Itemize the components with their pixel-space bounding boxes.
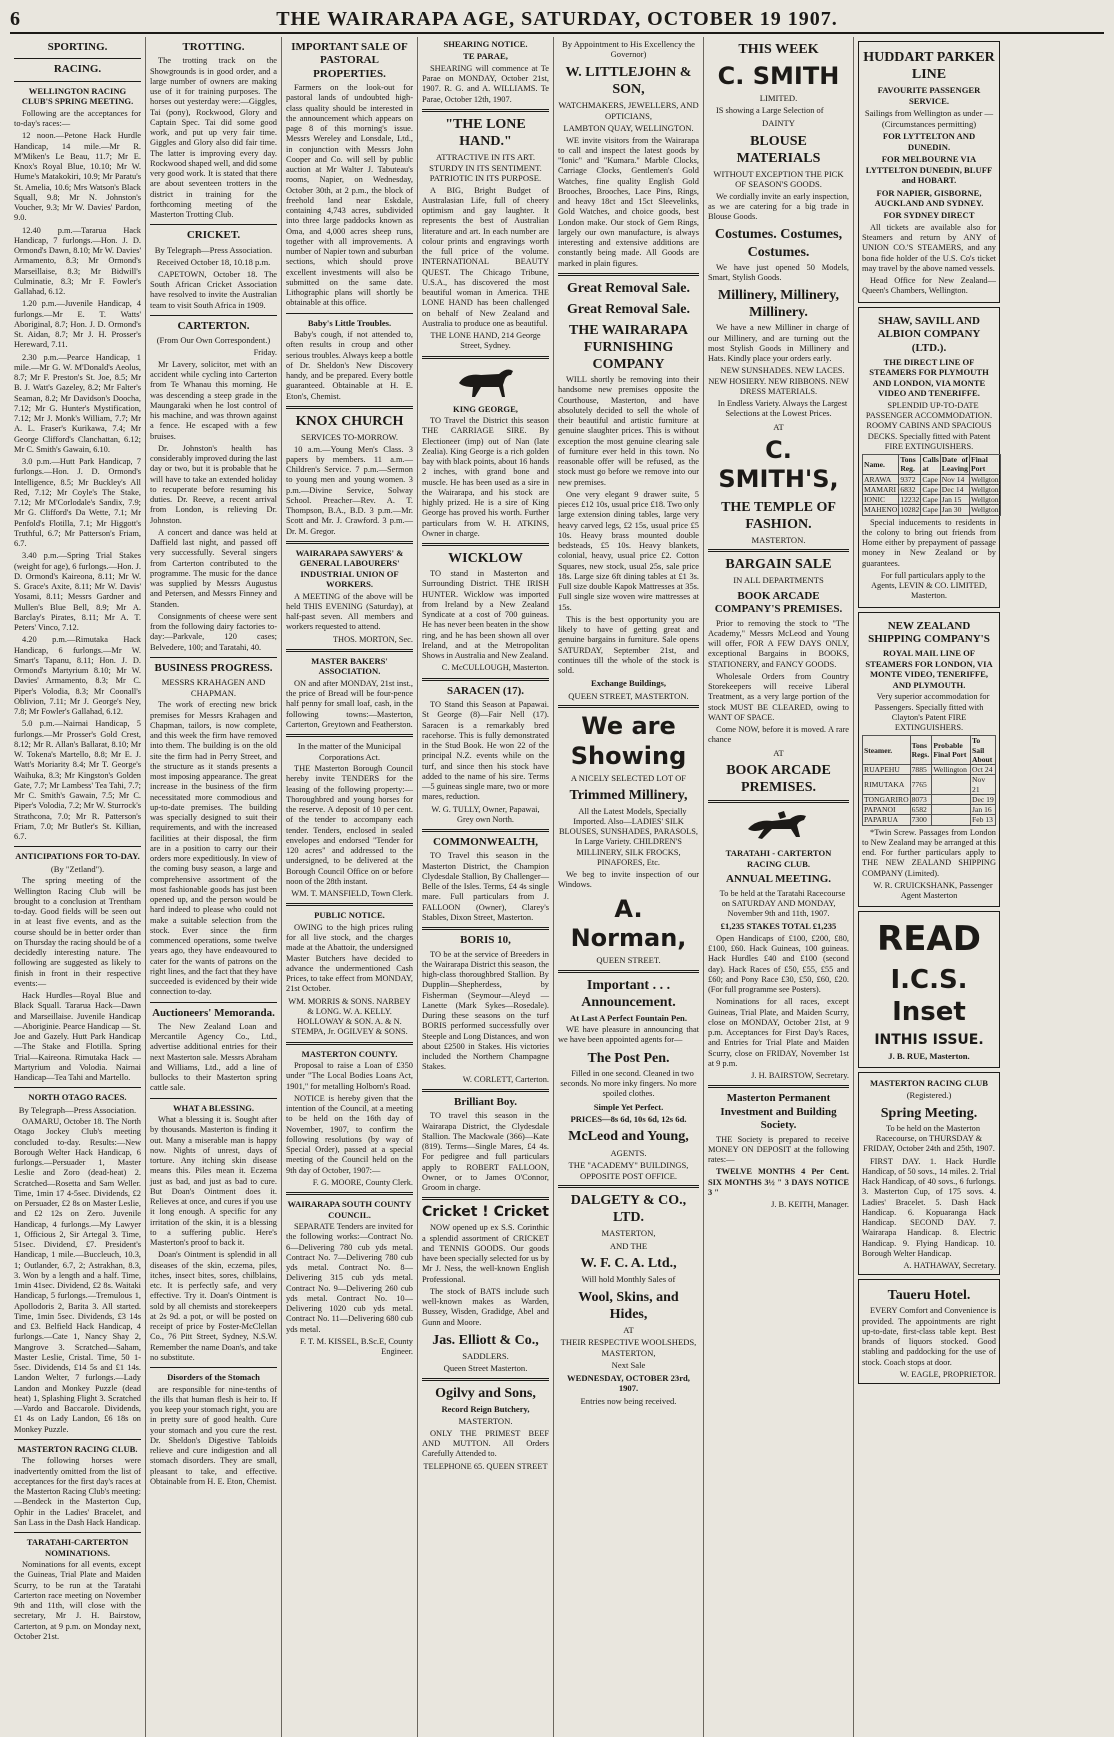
article-text: Mr Lavery, solicitor, met with an accident while cycling into Carterton from Te Whanau this morning. He was descending a steep grade in the Maungaraki when he lost control of his machine, and was thrown against a fence. He escaped with a few bruises. <box>150 359 277 441</box>
advert-text: WE invite visitors from the Wairarapa to call and inspect the latest goods by "Ionic" and "Kumara." Marble Clocks, Carriage Clocks, Gentlemen's Gold Watches, fine quality English Gold Brooches, Brooches, Lace Pins, Rings, and heavy 18ct and 15ct Sleevelinks, Gold Watches, and choice goods, best London make. Our stock of Gem Rings, largely our own manufacture, is always interesting and extensive additions are constantly being made. All Goods are marked in plain figures. <box>558 135 699 268</box>
advert-text: IS showing a Large Selection of <box>716 105 824 115</box>
signature: WM. T. MANSFIELD, Town Clerk. <box>291 889 413 899</box>
advert-text: We beg to invite inspection of our Windows. <box>558 870 699 890</box>
subheading: A NICELY SELECTED LOT OF <box>570 772 687 783</box>
subheading: AGENTS. <box>610 1147 647 1158</box>
advert-heading: NEW ZEALAND SHIPPING COMPANY'S <box>868 619 990 646</box>
table-header: Probable Final Port <box>932 736 971 765</box>
table-header: Tons Reg. <box>899 455 921 475</box>
table-cell: Dec 14 <box>940 484 969 494</box>
column-3 <box>282 37 418 1737</box>
advert-text: WITHOUT EXCEPTION THE PICK OF SEASON'S GOODS. <box>713 168 844 190</box>
shaw-savill-advert <box>858 307 1000 608</box>
advert-heading: We are Showing <box>570 712 687 770</box>
huddart-parker-advert <box>858 41 1000 303</box>
advert-heading: MASTERTON RACING CLUB <box>870 1077 988 1088</box>
advert-text: Prior to removing the stock to "The Academy," Messrs McLeod and Young will offer, FOR A FEW DAYS ONLY, exceptional Bargains in BOOKS, STATIONERY, and FANCY GOODS. <box>708 618 849 669</box>
table-cell: 6582 <box>910 805 932 815</box>
advert-heading: SHAW, SAVILL AND ALBION COMPANY (LTD.). <box>877 314 981 354</box>
advert-text: Come NOW, before it is moved. A rare chance <box>708 725 849 745</box>
signature: THOS. MORTON, Sec. <box>332 634 413 644</box>
article-heading: Auctioneers' Memoranda. <box>152 1006 275 1019</box>
address: Queen Street Masterton. <box>443 1363 528 1374</box>
advert-heading: WAIRARAPA SOUTH COUNTY COUNCIL. <box>287 1199 412 1220</box>
advert-heading: C. SMITH <box>717 62 840 91</box>
advert-text: The stock of BATS include such well-known makes as Warden, Bussey, Wisden, Gradidge, Abel and Gunn and Moore. <box>422 1286 549 1327</box>
advert-heading: WICKLOW <box>448 551 523 567</box>
table-cell: Cape <box>921 505 940 515</box>
route-heading: FOR NAPIER, GISBORNE, AUCKLAND AND SYDNEY. <box>874 187 984 208</box>
subheading: ATTRACTIVE IN ITS ART. STURDY IN ITS SENTIMENT. PATRIOTIC IN ITS PURPOSE. <box>429 152 542 184</box>
advert-heading: BORIS 10, <box>460 934 511 947</box>
article-text: 12 noon.—Petone Hack Hurdle Handicap, 14 mile.—Mr R. M'Miken's Le Beau, 11.7; Mr E. Knox's Royal Blue, 10.10; Mr W. Hume's Matakokiri, 10.9; Mr Paratu's St. Amelia, 10.6; Mrs Watson's Black Squall, 9.8; Mr N. Johnston's Voucher, 9.3; Mr W. Davies' Pardon, 9.0. <box>14 131 141 223</box>
table-row <box>863 794 996 804</box>
advert-text: To be held at the Taratahi Racecourse on SATURDAY AND MONDAY, November 9th and 11th, 1907. <box>719 888 846 919</box>
table-row <box>863 474 1001 484</box>
advert-text: All the Latest Models, Specially Imported. Also—LADIES' SILK BLOUSES, SUNSHADES, PARASOLS, In Large Variety. CHILDREN'S MILLINERY, SILK FROCKS, PINAFORES, Etc. <box>558 806 699 867</box>
dateline: Received October 18, 10.18 p.m. <box>156 257 271 268</box>
advert-heading: BOOK ARCADE PREMISES. <box>726 763 831 796</box>
dateline: Friday. <box>253 347 277 357</box>
advert-heading: W. F. C. A. Ltd., <box>580 1256 677 1272</box>
advert-text: Entries now being received. <box>580 1395 677 1406</box>
column-7 <box>854 37 1004 1737</box>
signature: THE LONE HAND, 214 George Street, Sydney. <box>430 331 541 351</box>
article-text: Dr. Johnston's health has considerably improved during the last day or two, but it is probable that he will have to take an extended holiday to recuperate before resuming his duties. Dr. Reeve, a recent arrival from London, is relieving Dr. Johnston. <box>150 443 277 525</box>
table-cell: TONGARIRO <box>864 794 909 804</box>
route-heading: FOR SYDNEY DIRECT <box>883 210 975 221</box>
address: THE "ACADEMY" BUILDINGS, OPPOSITE POST OFFICE. <box>568 1160 689 1181</box>
rates: TWELVE MONTHS 4 Per Cent. SIX MONTHS 3½ " 3 DAYS NOTICE 3 " <box>708 1167 849 1197</box>
advert-text: To be held on the Masterton Racecourse, on THURSDAY & FRIDAY, October 24th and 25th, 1907. <box>863 1123 995 1154</box>
table-row <box>863 505 1001 515</box>
column-5 <box>554 37 704 1737</box>
advert-heading: Millinery, Millinery, Millinery. <box>718 288 839 321</box>
advert-heading: THE WAIRARAPA FURNISHING COMPANY <box>569 322 688 373</box>
meeting-title: WELLINGTON RACING CLUB'S SPRING MEETING. <box>21 85 134 107</box>
subheading: Simple Yet Perfect. <box>593 1101 664 1112</box>
address: MASTERTON. <box>751 534 806 545</box>
advert-text: SPLENDID UP-TO-DATE PASSENGER ACCOMMODATION. ROOMY CABINS AND SPACIOUS DECKS. Specially fitted with Patent FIRE EXTINGUISHERS. <box>865 400 993 451</box>
sailing-table <box>862 735 996 825</box>
signature: J. H. BAIRSTOW, Secretary. <box>751 1071 849 1081</box>
subheading: IN ALL DEPARTMENTS <box>733 575 824 586</box>
table-row <box>863 815 996 825</box>
article-text: Nominations for all events, except the Guineas, Trial Plate and Maiden Scurry, to be run at the Taratahi Carterton race meeting on November 9th and 11th, will close with the secretary, Mr J. H. Bairstow, Carterton, at 9 p.m. on Monday next, October 21st. <box>14 1560 141 1641</box>
table-cell: Wellgton <box>970 495 999 505</box>
article-text: Consignments of cheese were sent from the following dairy factories to-day:—Parkvale, 120 cases; Belvedere, 100; and Taratahi, 40. <box>150 611 277 652</box>
signature: W. CORLETT, Carterton. <box>462 1074 549 1084</box>
advert-text: TO stand in Masterton and Surrounding District. THE IRISH HUNTER. Wicklow was imported from Ireland by a New Zealand Syndicate at a cost of 700 guineas. He has never been beaten in the show ring, and he has been shown all over Ireland, and at the Metropolitan Shows in Australia and New Zealand. <box>422 569 549 661</box>
table-cell: 10282 <box>900 505 920 515</box>
advert-heading: THIS WEEK <box>738 42 819 57</box>
advert-heading: Important . . . Announcement. <box>581 977 676 1010</box>
subheading-racing: RACING. <box>53 63 102 76</box>
table-cell: Wellington <box>932 765 971 775</box>
horse-illustration <box>451 363 521 401</box>
subheading: DAINTY <box>762 118 795 129</box>
table-header: Steamer. <box>863 736 911 765</box>
signature: J. B. RUE, Masterton. <box>888 1051 970 1062</box>
table-cell <box>932 794 971 804</box>
address: QUEEN STREET, MASTERTON. <box>568 690 689 701</box>
sailing-table <box>862 454 1001 516</box>
subheading: TE PARAE, <box>463 51 508 62</box>
advert-heading: MASTERTON COUNTY. <box>301 1048 398 1059</box>
table-cell: Cape <box>921 484 940 494</box>
advert-heading: Baby's Little Troubles. <box>307 317 392 328</box>
table-cell: 8073 <box>910 794 932 804</box>
columns <box>10 37 1104 1737</box>
advert-heading: READ <box>877 919 981 960</box>
advert-text: THE Society is prepared to receive MONEY ON DEPOSIT at the following rates:— <box>708 1134 849 1164</box>
article-text: 3.40 p.m.—Spring Trial Stakes (weight for age), 6 furlongs.—Hon. J. D. Ormond's Kaireona, 8.11; Mr W. S. Grace's Axite, 8.11; Mr W. Davis' Yosami, 8.11; Messrs Gardner and Mullen's Blue Bell, 8.9; Mr A. Barclay's Pirates, 8.11; Mr A. T. Peters' Vinco, 7.12. <box>14 551 141 633</box>
article-heading: BUSINESS PROGRESS. <box>154 661 273 674</box>
table-cell <box>932 805 971 815</box>
address: Exchange Buildings, <box>591 678 666 689</box>
article-text: A concert and dance was held at Daffield last night, and passed off very successfully. Several singers from Carterton contributed to the programme. The music for the dance was supplied by Messrs Augustus and Petersen, and Messrs Finney and Standen. <box>150 527 277 609</box>
signature: F. T. M. KISSEL, B.Sc.E, County Engineer. <box>299 1336 413 1357</box>
table-cell <box>932 775 971 795</box>
signature: W. EAGLE, PROPRIETOR. <box>899 1369 996 1379</box>
article-text: CAPETOWN, October 18. The South African Cricket Association have resolved to invite the Australian team to visit South Africa in 1909. <box>150 269 277 310</box>
conjunction: AT <box>773 421 784 432</box>
advert-text: A BIG, Bright Budget of Australasian Life, full of cheery optimism and gay laughter. It represents the best of Australian literature and art. In each number are colour prints and engravings worth the full price of the volume. INTERNATIONAL BEAUTY QUEST. The Chicago Tribune, U.S.A., has discovered the most beautiful woman in America. THE LONE HAND has been challenged on behalf of New Zealand and Australia to produce one as beautiful. <box>422 185 549 328</box>
advert-text: NOW opened up ex S.S. Corinthic a splendid assortment of CRICKET and TENNIS GOODS. Our goods have been specially selected for us by Mr J. Ness, the well-known English Professional. <box>422 1223 549 1284</box>
table-cell: Wellgton <box>970 484 999 494</box>
table-row <box>863 805 996 815</box>
article-heading: MASTERTON RACING CLUB. <box>17 1443 138 1454</box>
advert-text: Special inducements to residents in the colony to bring out friends from Home either by prepayment of passage money in New Zealand or by guarantees. <box>862 517 996 568</box>
table-row <box>863 765 996 775</box>
advert-heading: A. Norman, <box>570 894 687 952</box>
advert-text: A MEETING of the above will be held THIS EVENING (Saturday), at half-past seven. All members and workers requested to attend. <box>286 591 413 632</box>
advert-heading: BARGAIN SALE <box>725 557 832 573</box>
subheading: Record Reign Butchery, <box>441 1403 530 1414</box>
advert-heading: I.C.S. Inset <box>890 964 968 1027</box>
signature: W. G. TULLY, Owner, Papawai, Grey own North. <box>431 804 540 824</box>
advert-text: Very superior accommodation for Passengers. Specially fitted with Clayton's Patent FIRE EXTINGUISHERS. <box>874 692 990 733</box>
newspaper-title: THE WAIRARAPA AGE, SATURDAY, OCTOBER 19 1907. <box>276 8 838 30</box>
advert-heading: C. SMITH'S, <box>718 435 839 494</box>
signature: C. McCULLOUGH, Masterton. <box>441 663 549 673</box>
advert-text: We cordially invite an early inspection, as we are catering for a big trade in Blouse Goods. <box>708 191 849 222</box>
byline: By Telegraph—Press Association. <box>154 244 273 255</box>
advert-heading: Jas. Elliott & Co., <box>432 1332 539 1348</box>
advert-heading: KNOX CHURCH <box>295 413 404 429</box>
advert-heading: Disorders of the Stomach <box>167 1372 260 1383</box>
article-heading: TARATAHI-CARTERTON NOMINATIONS. <box>26 1537 129 1558</box>
advert-text: FIRST DAY. 1. Hack Hurdle Handicap, of 50 sovs., 14 miles. 2. Trial Hack Handicap, of 40 sovs., 6 furlongs. 3. Masterton Cup, of 175 sovs. 4. Ladies' Bracelet. 5. Dash Hack Handicap. 6. Kopuaranga Hack Handicap. SECOND DAY. 7. Wairarapa Handicap. 8. Electric Handicap. 9. Flying Handicap. 10. Borough Welter Handicap. <box>862 1156 996 1258</box>
byline: By Telegraph—Press Association. <box>18 1104 137 1115</box>
article-text: 2.30 p.m.—Pearce Handicap, 1 mile.—Mr G. W. M'Donald's Aeolus, 8.7; Mr F. Preston's St. Joe, 8.5; Mr B. J. Watt's Gazeley, 8.2; Mr Falter's Seaman, 8.2; Mr Davidson's Doocha, 7.12; Mr G. Hunter's Mystification, 7.12; Mr J. Monk's William, 7.7; Mr A. L. Fraser's Kurikawa, 7.4; Mr George Clifford's Clanchattan, 6.12; Mr C. Smith's Gawain, 6.10. <box>14 352 141 454</box>
table-header: Calls at <box>922 455 939 474</box>
advert-text: TO Travel the District this season THE CARRIAGE SIRE. By Electioneer (imp) out of Nan (late Zealia). King George is a rich golden bay with black points, about 16 hands 2 inches, with grand bone and muscle. He has been used as a sire in the Wairarapa, and his stock are highly prized. He is a sire of King George has proved his worth. Further particulars from W. H. ATKINS, Owner in charge. <box>422 416 549 538</box>
conjunction: AND THE <box>609 1240 648 1251</box>
phone: TELEPHONE 65. QUEEN STREET <box>423 1461 548 1471</box>
subheading: SADDLERS. <box>462 1350 509 1361</box>
advert-heading: BLOUSE MATERIALS <box>736 133 821 166</box>
advert-text: Filled in one second. Cleaned in two seconds. No more inky fingers. No more spoiled clothes. <box>560 1068 697 1099</box>
advert-text: NOTICE is hereby given that the intention of the Council, at a meeting to be held on the 16th day of November, 1907, to confirm the following resolutions (by way of Special Order), passed at a special meeting of the Council held on the 9th day of October, 1907:— <box>286 1093 413 1175</box>
table-cell: Cape <box>921 495 940 505</box>
article-text: 3.0 p.m.—Hutt Park Handicap, 7 furlongs.—Hon. J. D. Ormond's Intelligence, 8.5; Mr Buckley's All Red, 7.12; Mr Coyle's The Stake, 7.12; Mr M'Corlodale's Sandix, 7.9; Mr G. Clifford's Da Wette, 7.1; Mr Penfold's Flotilla, 7.1; Mr Higgott's Truthful, 6.7; Mr Patterson's Friam, 6.7. <box>14 457 141 549</box>
article-heading: IMPORTANT SALE OF PASTORAL PROPERTIES. <box>291 41 408 80</box>
advert-text: Doan's Ointment is splendid in all diseases of the skin, eczema, piles, itches, insect bites, sores, chilblains, etc. It is perfectly safe, and very effective. Try it. Doan's Ointment is sold by all chemists and storekeepers at 2s 9d. a pot, or will be posted on receipt of price by Foster-McClellan Co., 76 Pitt Street, Sydney, N.S.W. Remember the name Doan's, and take no substitute. <box>150 1250 277 1362</box>
advert-heading: McLeod and Young, <box>568 1129 689 1145</box>
table-header: Date of Leaving <box>941 455 968 474</box>
advert-heading: The Post Pen. <box>587 1050 670 1066</box>
advert-heading: Brilliant Boy. <box>454 1095 517 1108</box>
advert-heading: Great Removal Sale. <box>567 301 690 317</box>
advert-heading: INTHIS ISSUE. <box>874 1032 984 1049</box>
advert-text: One very elegant 9 drawer suite, 5 pieces £12 10s, usual price £18. Two only large extension dining tables, large very heavy carved legs, £2 15s, usual price £5 10s. Heavy brass mounted double bedsteads, £5 10s. Heavy blankets, colonial, heavy, usual price £2. Cotton Squares, new stock, usual 25s, sale price 18s. Large size 6ft dining tables at £1 3s. Full size double Kapok Mattresses at 35s. Full single size woven wire mattresses at 15s. <box>558 489 699 612</box>
table-cell: RIMUTAKA <box>863 775 911 795</box>
advert-heading: Taueru Hotel. <box>887 1288 971 1304</box>
route-heading: FOR MELBOURNE VIA LYTTELTON DUNEDIN, BLUFF and HOBART. <box>865 154 993 186</box>
article-text: OAMARU, October 18. The North Otago Jockey Club's meeting concluded to-day. Results:—New Borough Welter Hack Handicap, 6 furlongs.—Persuader 1, Master Leslie and Zoro (dead-heat) 2. Scratched—Rosetta and Sam Weller. Time, 1min 17 4-5sec. Dividends, £2 on Persuader, £2 8s on Master Leslie, and £2 12s on Zero. Juvenile Handicap, 4 furlongs.—My Lawyer 1, Officious 2, Sir Artegal 3. Time, 51sec. Dividend, £7. President's Handicap, 1 mile.—Buccleuch, 10.3, 1; Outlander, 6.7, 2; Astrakhan, 8.3, 3. Won by a length and a half. Time, 1min 41sec. Dividend, £2 8s. Waitaki Handicap, 5 furlongs.—Tremulous 1, Apollodoris 2, Barita 3. All started. Time, 1min 5sec. Dividends, £3 14s and £3. Belfield Hack Handicap, 4 furlongs.—Cate 1, Nancy Shay 2, Mangrove 3. Scratched—Saham, Master Leslie, Cristal. Time, 50 1-5sec. Dividends, £14 5s and £1 14s. Landon Welter, 7 furlongs.—Lady Landon and Monkey Puzzle (dead heat) 1, Splashing Flight 3. Scratched—Vardo and Baccarole. Dividends, £1 4s on Lady Landon, £6 18s on Monkey Puzzle. <box>14 1117 141 1434</box>
table-header: Final Port <box>969 455 1000 475</box>
advert-text: WILL shortly be removing into their handsome new premises opposite the Courthouse, Masterton, and have absolutely decided to sell the whole of their beautiful and artistic furniture at genuine slaughter prices. This is without exception the most genuine clearing sale of furniture ever held in this town. No reasonable offer will be refused, as the stock must go before we remove into our new premises. <box>558 375 699 487</box>
advert-heading: BOOK ARCADE COMPANY'S PREMISES. <box>714 589 843 616</box>
subheading: MESSRS KRAHAGEN AND CHAPMAN. <box>161 677 266 698</box>
table-cell: Wellgton <box>970 474 999 484</box>
advert-heading: W. LITTLEJOHN & SON, <box>565 64 692 98</box>
article-text: Farmers on the look-out for pastoral lands of undoubted high-class quality should be interested in the announcement which appears on page 8 of this morning's issue. Messrs Wereley and Lonsdale, Ltd., in conjunction with Messrs John Cooper and Co. will sell by public auction at Mr Walter J. Tabuteau's rooms, Napier, on Wednesday, October 30th, at 2 p.m., the block of freehold land near Eskdale, containing 4,743 acres, subdivided into three large paddocks known as Oma, and 4,000 acres sheep runs, together with all improvements. A number of Napier town and suburban sections, which should prove excellent investments will also be submitted on the same date. Lithographic plans will shortly be obtainable at this office. <box>286 83 413 308</box>
article-text: 4.20 p.m.—Rimutaka Hack Handicap, 6 furlongs.—Mr W. Smart's Tapanu, 8.11; Hon. J. D. Ormond's Martyrium 8.10; Mr W. Davies' Armamento, 8.3; Mr C. Piper's Volodia, 8.3; Mr Coonall's Oblivion, 7.11; Mr J. George's Ney, 7.8; Mr Fowler's Gallahad, 6.12. <box>14 635 141 717</box>
byline: (By "Zetland"). <box>50 863 105 874</box>
racehorse-illustration <box>744 807 814 845</box>
subheading: (Registered.) <box>906 1090 952 1101</box>
table-cell: MAHENO <box>864 505 898 515</box>
advert-text: Baby's cough, if not attended to, often results in croup and other serious troubles. Always keep a bottle of Dr. Sheldon's New Discovery handy, and be prepared. Every bottle guaranteed. Obtainable at H. E. Eton's, Chemist. <box>286 330 413 401</box>
table-cell: Jan 15 <box>940 495 969 505</box>
advert-text: Wholesale Orders from Country Storekeepers will receive Liberal Treatment, as a very large portion of the stock MUST BE CLEARED, owing to WANT OF SPACE. <box>708 671 849 722</box>
table-row <box>863 495 1001 505</box>
article-text: 1.20 p.m.—Juvenile Handicap, 4 furlongs.—Mr E. T. Watts' Aboriginal, 8.7; Hon. J. D. Ormond's St. Aidan, 8.7; Mr J. H. Prosser's Hereward, 7.11. <box>14 299 141 350</box>
signature: WM. MORRIS & SONS. NARBEY & LONG. W. A. KELLY. HOLLOWAY & SON. A. & N. STEMPA, Jr. OGILVEY & SONS. <box>288 996 411 1037</box>
advert-heading: Costumes. Costumes, Costumes. <box>714 227 843 260</box>
table-cell: PAPARUA <box>863 815 911 825</box>
article-text: The trotting track on the Showgrounds is in good order, and a large number of owners are making use of it for training purposes. The horses out yesterday were:—Giggles, Tai (pony), Rockwood, Glory and Captain Spec. Tai did some good work, and put up very fair time. Giggles and Glory also did fair time. The latter is improving every day. Rockwood shaped well, and did some very good work. It is stated that there are about seventeen trotters in the district in training for the forthcoming meeting of the Masterton Trotting Club. <box>150 56 277 220</box>
advert-heading: SARACEN (17). <box>447 684 524 697</box>
article-text: 12.40 p.m.—Tararua Hack Handicap, 7 furlongs.—Hon. J. D. Ormond's Dawn, 8.10; Mr W. Davies' Armamento, 8.3; Mr Ormond's Marseillaise, 8.3; Mr Bidwill's Culminatie, 8.3; Mr F. Fowler's Gallahad, 6.12. <box>14 225 141 297</box>
nz-shipping-advert <box>858 612 1000 908</box>
advert-heading: HUDDART PARKER LINE <box>863 50 995 83</box>
article-text: 5.0 p.m.—Nairnai Handicap, 5 furlongs.—Mr Prosser's Gold Crest, 8.12; Mr R. Allan's Ballarat, 8.10; Mr W. Tokena's Martello, 8.8; Mr E. J. Watt's Moriarity 8.4; Mr T. George's Waihuka, 8.3; Mr Kingston's Golden Gate, 7.7; Mr Lambess' Tea Tahi, 7.7; Mr C. Smith's Gawain, 7.5; Mr C. Piper's Volodia, 7.2; Mr W. Sturrock's Strathcona, 7.0; Mr R. Patterson's Friam, 7.0; Mr Butler's St. Killian, 6.7. <box>14 719 141 842</box>
advert-text: OWING to the high prices ruling for all live stock, and the charges made at the Abattoir, the undersigned Master Butchers have decided to advance the undermentioned Cash Prices, to take effect from MONDAY, 21st October. <box>286 922 413 994</box>
advert-text: Head Office for New Zealand—Queen's Chambers, Wellington. <box>862 276 996 296</box>
subheading: THE DIRECT LINE OF STEAMERS FOR PLYMOUTH AND LONDON, VIA MONTE VIDEO AND TENERIFFE. <box>869 356 989 399</box>
price-list: PRICES—8s 6d, 10s 6d, 12s 6d. <box>570 1114 687 1124</box>
taueru-hotel-advert <box>858 1279 1000 1384</box>
byline: (From Our Own Correspondent.) <box>156 335 271 346</box>
advert-text: TO Travel this season in the Masterton District, the Champion Clydesdale Stallion, By Challenger—Belle of the Isles. Terms, £4 4s single mare. Full particulars from J. FALLOON (Owner), Clarey's Stables, Dixon Street, Masterton. <box>422 851 549 922</box>
table-cell: Cape <box>921 474 940 484</box>
advert-text: THE Masterton Borough Council hereby invite TENDERS for the leasing of the following property:—Thoroughbred and young horses for the reserve. A deposit of 10 per cent. of the tender to accompany each tender. Tenders, enclosed in sealed envelopes and endorsed "Tender for 120 acres" and addressed to the undersigned, to be delivered at the Borough Council Office on or before noon of the 28th instant. <box>286 764 413 886</box>
table-header: Name. <box>863 455 899 475</box>
table-cell: MAMARI <box>863 484 899 494</box>
subheading: LIMITED. <box>759 93 798 104</box>
advert-text: All tickets are available also for Steamers and return by ANY of UNION CO.'S STEAMERS, and any bona fide holder of the U.S. Co's ticket may travel by the above named vessels. <box>862 222 996 273</box>
article-heading: ANTICIPATIONS FOR TO-DAY. <box>15 851 140 862</box>
table-row <box>863 775 996 795</box>
address: MASTERTON, <box>601 1228 656 1239</box>
advert-text: SHEARING will commence at Te Parae on MONDAY, October 21st, 1907. R. G. and A. WILLIAMS. Te Parae, October 12th, 1907. <box>422 63 549 104</box>
table-cell: Oct 24 <box>971 765 996 775</box>
advert-heading: TARATAHI - CARTERTON RACING CLUB. <box>725 848 832 869</box>
article-text: The work of erecting new brick premises for Messrs Krahagen and Chapman, tailors, is now complete, and this week the firm have removed into them. The building is on the old site the firm had in Perry Street, and the structure as it stands presents a most imposing appearance. The great increase in the business of the firm necessitated more commodious and up-to-date premises. The building was specially designed to suit their requirements, and with the increased facilities at their disposal, the firm are in a position to carry our their orders more expeditiously. In view of the coming busy season, a large and comprehensive assortment of the most fashionable goods has just been opened up, and the person would be hard indeed to please who could not make a suitable selection from the stock. Ever since the firm commenced operations, some twelve years ago, they have endeavoured to cater for the wants of patrons on the right lines, and the fact that they have succeeded is evidenced by their wide connection to-day. <box>150 700 277 997</box>
advert-text: W. R. CRUICKSHANK, Passenger Agent Masterton <box>873 880 993 901</box>
advert-heading: "THE LONE HAND." <box>445 116 526 150</box>
table-cell: 7300 <box>910 815 932 825</box>
table-header-row <box>863 736 996 765</box>
advert-text: Next Sale <box>611 1360 646 1371</box>
table-cell: 12232 <box>900 495 920 505</box>
column-4 <box>418 37 554 1737</box>
article-heading: TROTTING. <box>182 41 245 53</box>
table-cell: PAPANOI <box>863 805 911 815</box>
advert-heading: In the matter of the Municipal Corporations Act. <box>297 741 402 762</box>
advert-text: Proposal to raise a Loan of £350 under "The Local Bodies Loans Act, 1901," for metalling Holborn's Road. <box>286 1061 413 1091</box>
subheading: SERVICES TO-MORROW. <box>300 432 399 443</box>
advert-heading: Ogilvy and Sons, <box>435 1385 536 1401</box>
advert-heading: Trimmed Millinery, <box>569 788 688 804</box>
advert-text: What a blessing it is. Sought after by thousands. Masterton is finding it out. Many a miserable man is happy now. Nights of unrest, days of torture. Any itching skin disease means this. Piles mean it. Eczema just as bad, and just as bad to cure. But Doan's Ointment does it. Relieves at once, and cures if you use it long enough. A specific for any irritation of the skin, it is a blessing to a suffering public. Here's Masterton's proof to back it. <box>150 1115 277 1248</box>
advert-heading: COMMONWEALTH, <box>432 836 538 849</box>
advert-heading: SHEARING NOTICE. <box>443 39 528 49</box>
advert-heading: Cricket ! Cricket <box>422 1204 549 1221</box>
advert-heading: WHAT A BLESSING. <box>172 1102 255 1113</box>
conjunction: AT <box>773 747 784 758</box>
advert-text: TO travel this season in the Wairarapa District, the Clydesdale Stallion. The Mackwale (366)—Kate (819). Terms—Single Mares, £4 4s. For pedigree and full particulars apply to ROBERT FALLOON, Owner, or to James O'Connor, Groom in charge. <box>422 1111 549 1193</box>
table-cell: Nov 14 <box>940 474 969 484</box>
ics-advert <box>858 911 1000 1067</box>
stakes-total: £1,235 STAKES TOTAL £1,235 <box>720 921 837 932</box>
advert-text: Open Handicaps of £100, £200, £80, £100, £60. Hack Guineas, 100 guineas. Hack Hurdles £40 and £100 (second day). Hack Races of £50, £55, £55 and £60; and Pony Race £30, £50, £60, £20. (For full programme see Posters). <box>708 933 849 995</box>
conjunction: AT <box>623 1324 634 1335</box>
table-header-row <box>863 455 1001 475</box>
masthead <box>10 8 1104 34</box>
table-row <box>863 484 1001 494</box>
route-heading: FOR LYTTELTON AND DUNEDIN. <box>882 131 976 152</box>
advert-heading: MASTER BAKERS' ASSOCIATION. <box>311 655 388 677</box>
article-text: Following are the acceptances for to-day's races:— <box>14 108 141 129</box>
article-heading: NORTH OTAGO RACES. <box>28 1092 127 1103</box>
masterton-racing-advert <box>858 1072 1000 1276</box>
table-cell: Jan 16 <box>971 805 996 815</box>
sale-date: WEDNESDAY, OCTOBER 23rd, 1907. <box>567 1372 690 1394</box>
table-cell: Wellgton <box>970 505 999 515</box>
table-cell: Nov 21 <box>971 775 996 795</box>
subheading: At Last A Perfect Fountain Pen. <box>570 1012 687 1023</box>
column-1 <box>10 37 146 1737</box>
advert-text: THEIR RESPECTIVE WOOLSHEDS, MASTERTON, <box>560 1337 697 1358</box>
advert-text: are responsible for nine-tenths of the ills that human flesh is heir to. If you keep your stomach right, you are in pretty sure of good health. Cure your stomach and you cure the rest. Dr. Sheldon's Digestive Tabloids relieve and cure indigestion and all stomach disorders. They are small, pleasant to take, and effective. Obtainable from H. E. Eton, Chemist. <box>150 1384 277 1486</box>
address: LAMBTON QUAY, WELLINGTON. <box>563 123 694 134</box>
advert-text: TO be at the service of Breeders in the Wairarapa District this season, the high-class thoroughbred Stallion. By Dupplin—Shepherdess, by Fisherman (Seymour—Aleyd — Lanette (Mark Sykes—Rosedale). During these seasons on the turf BORIS performed successfully over Steeple and Long Distances, and won about £2500 in Stakes. His victories included the Northern Champagne Stakes. <box>422 949 549 1072</box>
article-text: Hack Hurdles—Royal Blue and Black Squall. Tararua Hack—Dawn and Marseillaise. Juvenile Handicap—Aboriginie. Pearce Handicap — St. Joe and Gazely. Hutt Park Handicap—The Stake and Flotilla. Spring Trial—Kaireona. Rimutaka Hack — Martyrium and Volodia. Nairnai Handicap—Tea Tahi and Martello. <box>14 991 141 1082</box>
signature: J. B. KEITH, Manager. <box>771 1200 849 1209</box>
advert-heading: THE TEMPLE OF FASHION. <box>721 499 836 532</box>
table-header: Tons Regs. <box>910 736 932 765</box>
page-number: 6 <box>10 8 20 30</box>
subheading: FAVOURITE PASSENGER SERVICE. <box>877 85 981 106</box>
advert-text: We have a new Milliner in charge of our Millinery, and are turning out the most Stylish Goods in Millinery and Hats. Kindly place your orders early. <box>708 323 849 363</box>
advert-heading: Wool, Skins, and Hides, <box>578 1289 679 1322</box>
table-cell: 9372 <box>899 474 921 484</box>
table-cell: 7885 <box>910 765 932 775</box>
advert-text: *Twin Screw. Passages from London to New Zealand may be arranged at this end. For further particulars apply to THE NEW ZEALAND SHIPPING COMPANY (Limited). <box>862 827 996 878</box>
advert-text: WE have pleasure in announcing that we have been appointed agents for— <box>558 1025 699 1045</box>
advert-text: Nominations for all races, except Guineas, Trial Plate, and Maiden Scurry, close on MONDAY, October 21st, at 9 p.m. Acceptances for First Day's Races, and Entries for Trial Plate and Maiden Scurry, close on FRIDAY, November 1st at 9 p.m. <box>708 997 849 1068</box>
article-heading: CRICKET. <box>186 229 241 242</box>
advert-heading: KING GEORGE, <box>453 403 518 414</box>
subheading: WATCHMAKERS, JEWELLERS, AND OPTICIANS, <box>558 100 699 121</box>
advert-heading: ANNUAL MEETING. <box>725 873 832 886</box>
subheading: ROYAL MAIL LINE OF STEAMERS FOR LONDON, VIA MONTE VIDEO, TENERIFFE, AND PLYMOUTH. <box>865 648 993 690</box>
table-cell: IONIC <box>863 495 899 505</box>
royal-appointment: By Appointment to His Excellency the Governor) <box>562 39 695 60</box>
address: MASTERTON. <box>458 1416 513 1427</box>
table-header: To Sail About <box>971 736 996 765</box>
advert-heading: Masterton Permanent Investment and Building Society. <box>720 1092 837 1132</box>
advert-text: NEW SUNSHADES. NEW LACES. NEW HOSIERY. NEW RIBBONS. NEW DRESS MATERIALS. <box>708 366 849 396</box>
table-cell: Dec 19 <box>972 794 994 804</box>
table-cell: ARAWA <box>863 474 899 484</box>
table-cell: RUAPEHU <box>863 765 911 775</box>
article-text: The following horses were inadvertently omitted from the list of acceptances for the first day's races at the Masterton Racing Club's meeting:—Bendeck in the Masterton Cup, Ophir in the Ladies' Bracelet, and San Lass in the Dash Hack Handicap. <box>14 1456 141 1527</box>
table-cell: Jan 30 <box>940 505 969 515</box>
advert-heading: WAIRARAPA SAWYERS' & GENERAL LABOURERS' INDUSTRIAL UNION OF WORKERS. <box>295 547 404 590</box>
table-cell: Feb 13 <box>971 815 996 825</box>
article-heading: CARTERTON. <box>177 319 250 332</box>
advert-text: We have just opened 50 Models, Smart, Stylish Goods. <box>708 262 849 282</box>
table-cell: 6832 <box>899 484 921 494</box>
advert-text: ON and after MONDAY, 21st inst., the price of Bread will be four-pence half penny for small loaf, cash, in the following towns:—Masterton, Carterton, Greytown and Featherston. <box>286 678 413 729</box>
advert-text: For full particulars apply to the Agents, LEVIN & CO. LIMITED, Masterton. <box>870 570 988 601</box>
advert-heading: Great Removal Sale. <box>567 280 690 296</box>
section-heading-sporting: SPORTING. <box>47 41 108 53</box>
advert-text: EVERY Comfort and Convenience is provided. The appointments are right up-to-date, first-class table kept. Best brands of liquors stocked. Good stabling and paddocking for the use of stock. Coach stops at door. <box>862 1306 996 1367</box>
advert-text: 10 a.m.—Young Men's Class. 3 papers by members. 11 a.m.—Children's Service. 7 p.m.—Sermon to young men and young women. 3 p.m.—Divine Service, Solway School. Preacher—Rev. A. T. Thompson, B.A., B.D. 3 p.m.—Mr. Scott and Mr. J. Crawford. 3 p.m.—Dr. M. Gregor. <box>286 444 413 536</box>
column-2 <box>146 37 282 1737</box>
address: QUEEN STREET. <box>596 955 661 966</box>
advert-text: In Endless Variety. Always the Largest Selections at the Lowest Prices. <box>717 399 848 419</box>
table-cell: 7765 <box>910 775 932 795</box>
article-text: The spring meeting of the Wellington Racing Club will be brought to a conclusion at Trentham to-day. Good fields will be seen out in at least five events, and as the course should be in better order than on Thursday the racing should be of a decidedly interesting nature. The following are suggested as likely to finish in front in their respective events:— <box>14 876 141 988</box>
column-6 <box>704 37 854 1737</box>
advert-text: This is the best opportunity you are likely to have of getting great and genuine bargains in furniture. Sale opens SATURDAY, September 21st, and continues till the whole of the stock is sold. <box>558 614 699 676</box>
advert-heading: PUBLIC NOTICE. <box>314 910 385 921</box>
advert-text: Will hold Monthly Sales of <box>581 1274 676 1285</box>
table-cell <box>932 815 971 825</box>
advert-text: SEPARATE Tenders are invited for the following works:—Contract No. 6—Delivering 780 cub yds metal. Contract No. 7—Delivering 780 cub yds metal. Contract No. 8—Delivering 315 cub yds metal. Contract No. 9—Delivering 260 cub yds metal. Contract No. 10—Delivering 1020 cub yds metal. Contract No. 11—Delivering 680 cub yds metal. <box>286 1222 413 1334</box>
advert-heading: Spring Meeting. <box>880 1105 978 1121</box>
article-text: The New Zealand Loan and Mercantile Agency Co., Ltd., advertise additional entries for their next Masterton sale. Messrs Abraham and Williams, Ltd., add a line of bullocks to their Masterton spring cattle sale. <box>150 1021 277 1093</box>
advert-text: ONLY THE PRIMEST BEEF AND MUTTON. All Orders Carefully Attended to. <box>422 1428 549 1459</box>
advert-text: Sailings from Wellington as under — (Circumstances permitting) <box>864 108 994 129</box>
advert-text: TO Stand this Season at Papawai. St George (8)—Fair Nell (17). Saracen is a remarkably bred racehorse. This is fully demonstrated in the Stud Book. He won 22 of the principal N.Z. events while on the turf, and since then his stock have added to the name of his sire. Terms—5 guineas single mare, two or more mares, reduction. <box>422 700 549 802</box>
signature: F. G. MOORE, County Clerk. <box>312 1177 413 1187</box>
signature: A. HATHAWAY, Secretary. <box>903 1261 996 1271</box>
advert-heading: DALGETY & CO., LTD. <box>570 1193 687 1226</box>
